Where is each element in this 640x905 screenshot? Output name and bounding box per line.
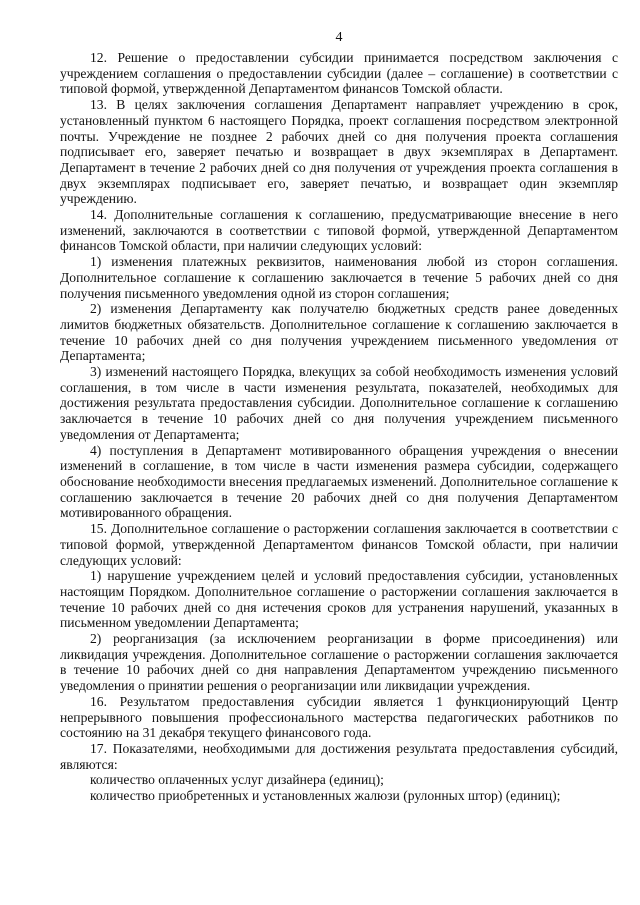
paragraph-17-item-1: количество оплаченных услуг дизайнера (единиц);: [90, 772, 384, 788]
paragraph-14-item-3: 3) изменений настоящего Порядка, влекущих за собой необходимость изменения условий соглашения, в том числе в части изменения результата, показателей, необходимых для достижения результата предоставления субсидии. Дополнительное соглашение к соглашению заключается в течение 10 рабочих дней со дня получения учреждением письменного уведомления от Департамента;: [60, 364, 618, 442]
paragraph-14: 14. Дополнительные соглашения к соглашению, предусматривающие внесение в него изменений, заключаются в соответствии с типовой формой, утвержденной Департаментом финансов Томской области, при наличии следующих условий:: [60, 207, 618, 254]
paragraph-15-item-1: 1) нарушение учреждением целей и условий предоставления субсидии, установленных настоящим Порядком. Дополнительное соглашение о расторжении соглашения заключается в течение 10 рабочих дней со дня истечения сроков для устранения нарушений, указанных в письменном уведомлении Департамента;: [60, 568, 618, 631]
paragraph-14-item-1: 1) изменения платежных реквизитов, наименования любой из сторон соглашения. Дополнительное соглашение к соглашению заключается в течение 5 рабочих дней со дня получения письменного уведомления одной из сторон соглашения;: [60, 254, 618, 301]
paragraph-17: 17. Показателями, необходимыми для достижения результата предоставления субсидий, являются:: [60, 740, 618, 772]
paragraph-15-item-2: 2) реорганизация (за исключением реорганизации в форме присоединения) или ликвидация учреждения. Дополнительное соглашение о расторжении соглашения заключается в течение 10 рабочих дней со дня направления Департаментом учреждению письменного уведомления о принятии решения о реорганизации или ликвидации учреждения.: [60, 631, 618, 694]
page-number: 4: [335, 30, 343, 45]
paragraph-14-item-4: 4) поступления в Департамент мотивированного обращения учреждения о внесении изменений в соглашение, в том числе в части изменения размера субсидии, содержащего обоснование необходимости внесения предлагаемых изменений. Дополнительное соглашение к соглашению заключается в течение 20 рабочих дней со дня получения Департаментом мотивированного обращения.: [60, 442, 618, 521]
paragraph-14-item-2: 2) изменения Департаменту как получателю бюджетных средств ранее доведенных лимитов бюджетных обязательств. Дополнительное соглашение к соглашению заключается в течение 10 рабочих дней со дня получения учреждением письменного уведомления от Департамента;: [60, 301, 618, 364]
paragraph-17-item-2: количество приобретенных и установленных жалюзи (рулонных штор) (единиц);: [90, 788, 561, 804]
paragraph-16: 16. Результатом предоставления субсидии является 1 функционирующий Центр непрерывного повышения профессионального мастерства педагогических работников по состоянию на 31 декабря текущего финансового года.: [60, 693, 618, 741]
paragraph-13: 13. В целях заключения соглашения Департамент направляет учреждению в срок, установленный пунктом 6 настоящего Порядка, проект соглашения посредством электронной почты. Учреждение не позднее 2 рабочих дней со дня получения проекта соглашения подписывает его, заверяет печатью и возвращает в двух экземплярах в Департамент. Департамент в течение 2 рабочих дней со дня получения от учреждения проекта соглашения в двух экземплярах подписывает его, заверяет печатью, и возвращает один экземпляр учреждению.: [60, 97, 618, 207]
paragraph-12: 12. Решение о предоставлении субсидии принимается посредством заключения с учреждением соглашения о предоставлении субсидии (далее – соглашение) в соответствии с типовой формой, утвержденной Департаментом финансов Томской области.: [60, 50, 618, 97]
paragraph-15: 15. Дополнительное соглашение о расторжении соглашения заключается в соответствии с типовой формой, утвержденной Департаментом финансов Томской области, при наличии следующих условий:: [60, 521, 618, 568]
